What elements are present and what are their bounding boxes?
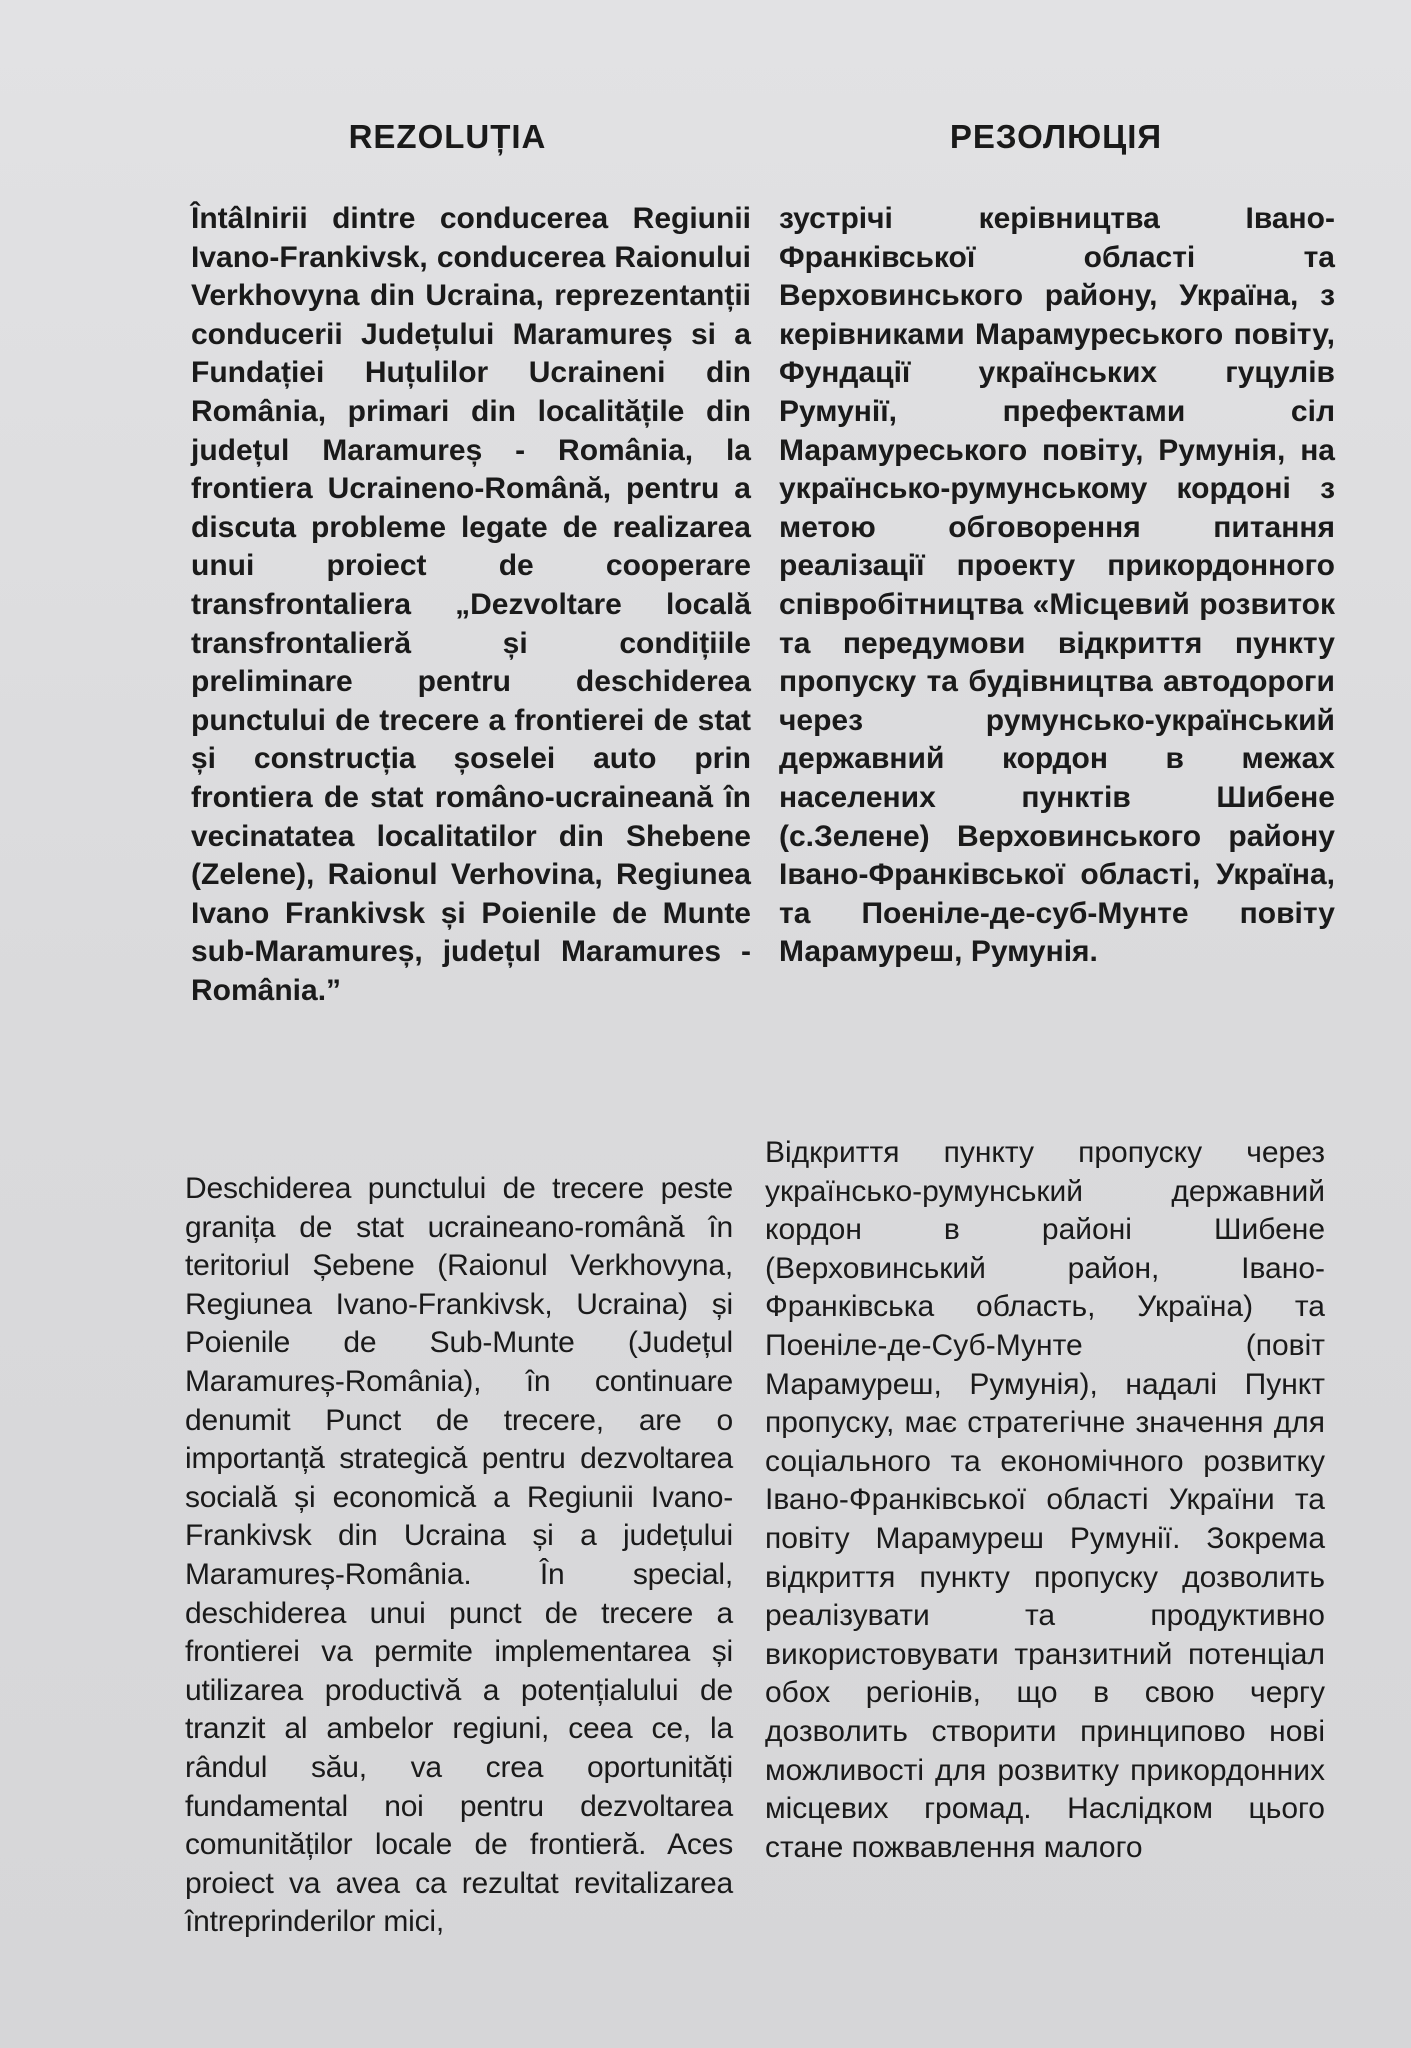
romanian-heading: REZOLUȚIA [348,118,547,155]
ukrainian-body-paragraph: Відкриття пункту пропуску через українсько-румунський державний кордон в районі Шибене (Верховинський район, Івано-Франківська область, Україна) та Поеніле-де-Суб-Мунте (повіт Марамуреш, Румунія), надалі Пункт пропуску, має стратегічне значення для соціального та економічного розвитку Івано-Франківської області України та повіту Марамуреш Румунії. Зокрема відкриття пункту пропуску дозволить реалізувати та продуктивно використовувати транзитний потенціал обох регіонів, що в свою чергу дозволить створити принципово нові можливості для розвитку прикордонних місцевих громад. Наслідком цього стане пожвавлення малого [765,1136,1325,1864]
ukrainian-resolution-intro: зустрічі керівництва Івано-Франківської області та Верховинського району, Україна, з керівниками Марамуреського повіту, Фундації українських гуцулів Румунії, префектами сіл Марамуреського повіту, Румунія, на українсько-румунському кордоні з метою обговорення питання реалізації проекту прикордонного співробітництва «Місцевий розвиток та передумови відкриття пункту пропуску та будівництва автодороги через румунсько-український державний кордон в межах населених пунктів Шибене (с.Зелене) Верховинського району Івано-Франківської області, Україна, та Поеніле-де-суб-Мунте повіту Марамуреш, Румунія. [779,202,1335,969]
romanian-resolution-intro: Întâlnirii dintre conducerea Regiunii Ivano-Frankivsk, conducerea Raionului Verkhovyna din Ucraina, reprezentanții conducerii Județului Maramureș si a Fundației Huțulilor Ucraineni din România, primari din localitățile din județul Maramureș - România, la frontiera Ucraineno-Română, pentru a discuta probleme legate de realizarea unui proiect de cooperare transfrontaliera „Dezvoltare locală transfrontalieră și condițiile preliminare pentru deschiderea punctului de trecere a frontierei de stat și construcția șoselei auto prin frontiera de stat româno-ucraineană în vecinatatea localitatilor din Shebene (Zelene), Raionul Verhovina, Regiunea Ivano Frankivsk și Poienile de Munte sub-Maramureș, județul Maramures - România.” [191,202,751,1007]
ukrainian-heading: РЕЗОЛЮЦІЯ [949,118,1163,155]
romanian-body-paragraph: Deschiderea punctului de trecere peste granița de stat ucraineano-română în teritoriul Șebene (Raionul Verkhovyna, Regiunea Ivano-Frankivsk, Ucraina) și Poienile de Sub-Munte (Județul Maramureș-România), în continuare denumit Punct de trecere, are o importanță strategică pentru dezvoltarea socială și economică a Regiunii Ivano-Frankivsk din Ucraina și a județului Maramureș-România. În special, deschiderea unui punct de trecere a frontierei va permite implementarea și utilizarea productivă a potențialului de tranzit al ambelor regiuni, ceea ce, la rândul său, va crea oportunități fundamental noi pentru dezvoltarea comunităților locale de frontieră. Aces proiect va avea ca rezultat revitalizarea întreprinderilor mici, [185,1172,733,1939]
